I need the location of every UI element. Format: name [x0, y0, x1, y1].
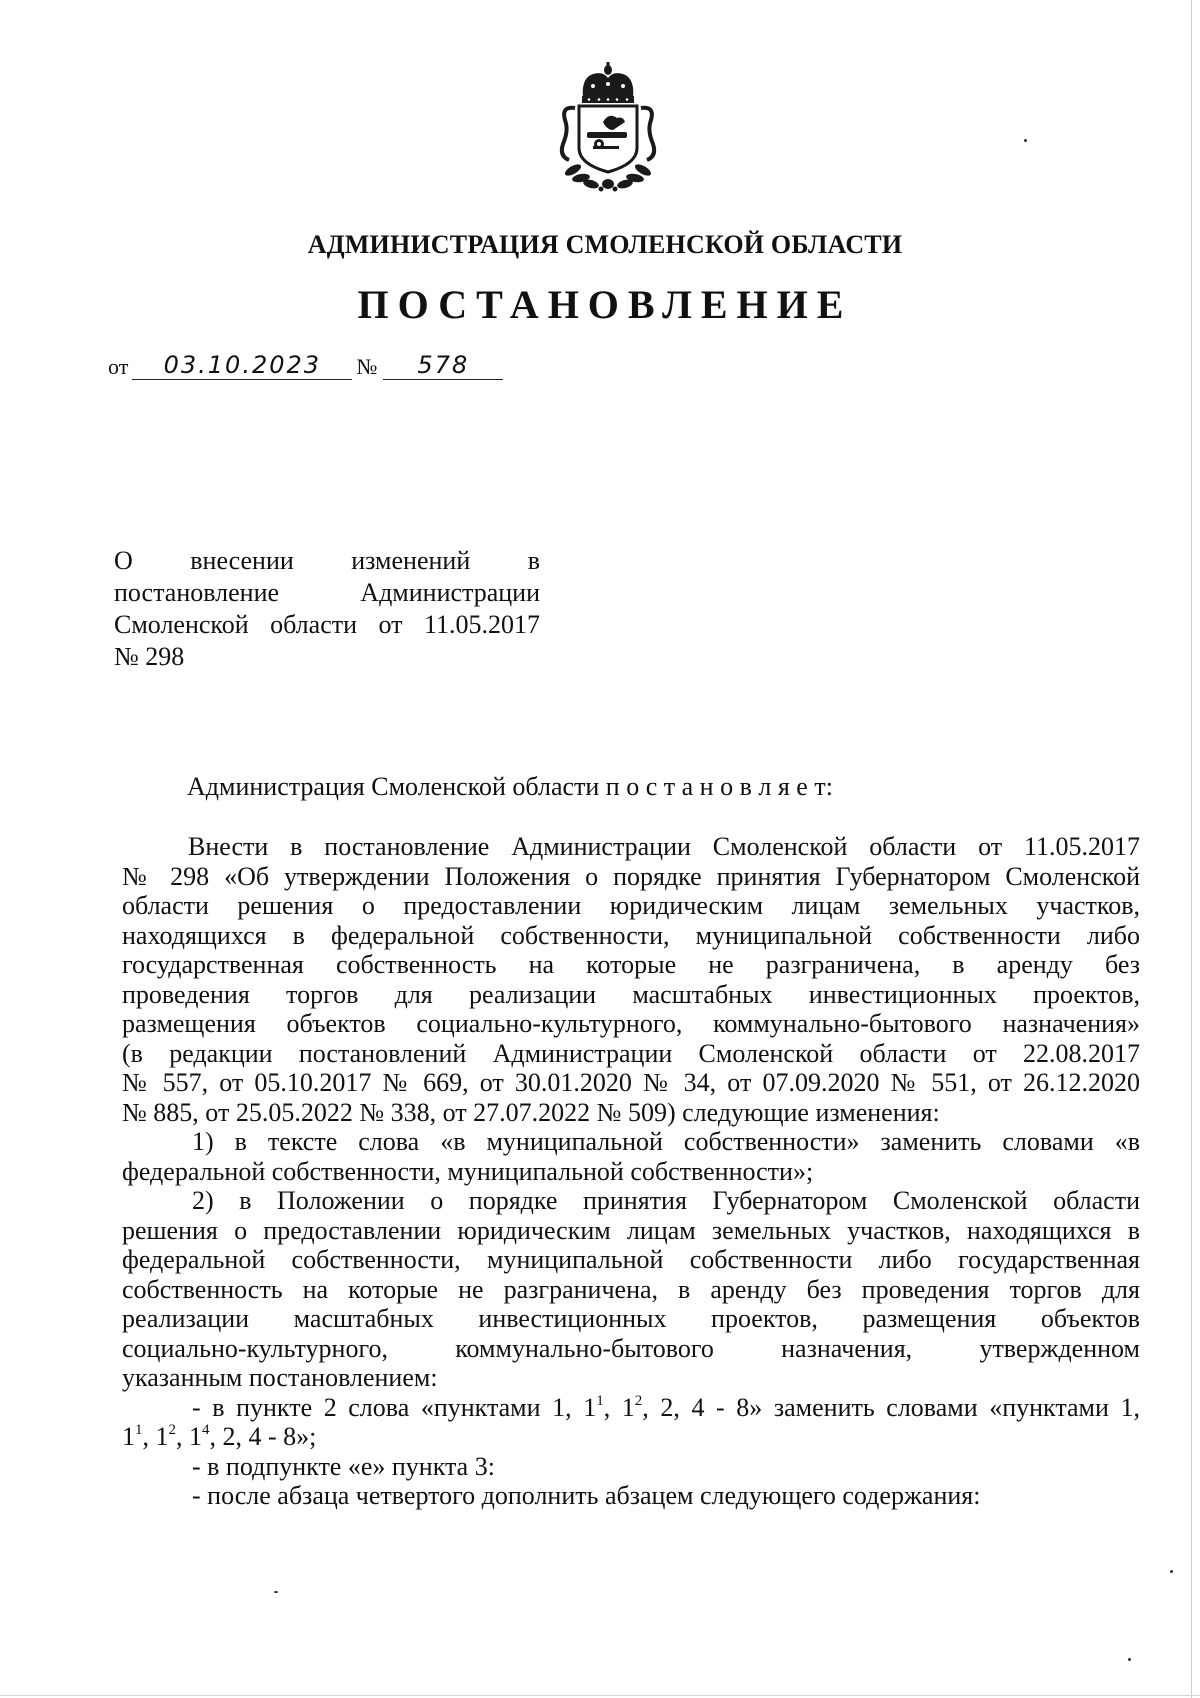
scan-speck: [1128, 1658, 1131, 1661]
document-type-title: ПОСТАНОВЛЕНИЕ: [357, 282, 853, 327]
resolution-statement: Администрация Смоленской области п о с т а н о в л я е т:: [187, 772, 833, 801]
organization-name: АДМИНИСТРАЦИЯ СМОЛЕНСКОЙ ОБЛАСТИ: [307, 230, 903, 259]
subitem-line: - в подпункте «е» пункта 3:: [192, 1451, 495, 1481]
item-1-line: федеральной собственности, муниципальной собственности»;: [122, 1156, 814, 1186]
smolensk-coat-of-arms-emblem: [553, 60, 663, 194]
item-2-line: социально-культурного, коммунально-бытового назначения, утвержденном: [122, 1333, 1140, 1363]
body-line: № 885, от 25.05.2022 № 338, от 27.07.2022 № 509) следующие изменения:: [122, 1097, 940, 1127]
number-label: №: [356, 354, 378, 379]
body-line: Внести в постановление Администрации Смоленской области от 11.05.2017: [188, 832, 1140, 861]
body-line: размещения объектов социально-культурного, коммунально-бытового назначения»: [122, 1009, 1140, 1038]
document-subject: [114, 545, 540, 673]
scan-speck: [274, 1591, 278, 1593]
subitem-point-2-line: - в пункте 2 слова «пунктами 1, $1^1$, $1^2$, 2, 4 - 8» заменить словами «пунктами 1,: [192, 1392, 1140, 1422]
date-label: от: [108, 354, 129, 379]
body-line: области решения о предоставлении юридическим лицам земельных участков,: [122, 891, 1140, 920]
document-body: [122, 832, 1140, 1511]
item-2-line: федеральной собственности, муниципальной собственности либо государственная: [122, 1245, 1140, 1274]
body-line: № 557, от 05.10.2017 № 669, от 30.01.2020 № 34, от 07.09.2020 № 551, от 26.12.2020: [122, 1068, 1140, 1097]
item-2-line: решения о предоставлении юридическим лицам земельных участков, находящихся в: [122, 1215, 1140, 1245]
date-number-line: [108, 351, 503, 380]
subject-line: Смоленской области от 11.05.2017: [114, 610, 540, 639]
scan-edge: [0, 1695, 1200, 1696]
item-2-line: указанным постановлением:: [122, 1363, 438, 1392]
handwritten-date: 03.10.2023: [132, 351, 352, 380]
subitem-line: - после абзаца четвертого дополнить абзацем следующего содержания:: [192, 1481, 981, 1510]
body-line: находящихся в федеральной собственности, муниципальной собственности либо: [122, 920, 1140, 950]
item-1-line: 1) в тексте слова «в муниципальной собственности» заменить словами «в: [192, 1127, 1140, 1156]
subject-line: № 298: [114, 642, 185, 671]
subject-line: О внесении изменений в: [114, 546, 540, 575]
item-2-line: 2) в Положении о порядке принятия Губернатором Смоленской области: [192, 1186, 1140, 1215]
scan-speck: [1170, 1570, 1173, 1573]
handwritten-number: 578: [383, 351, 503, 380]
body-line: проведения торгов для реализации масштабных инвестиционных проектов,: [122, 979, 1140, 1009]
body-line: государственная собственность на которые не разграничена, в аренду без: [122, 950, 1140, 979]
subject-line: постановление Администрации: [114, 578, 540, 607]
body-line: № 298 «Об утверждении Положения о порядке принятия Губернатором Смоленской: [122, 861, 1140, 891]
body-line: (в редакции постановлений Администрации Смоленской области от 22.08.2017: [122, 1038, 1140, 1068]
subitem-point-2-line: $1^1$, $1^2$, $1^4$, 2, 4 - 8»;: [122, 1422, 317, 1451]
item-2-line: собственность на которые не разграничена, в аренду без проведения торгов для: [122, 1274, 1140, 1304]
scan-speck: [1024, 139, 1027, 142]
item-2-line: реализации масштабных инвестиционных проектов, размещения объектов: [122, 1304, 1140, 1333]
